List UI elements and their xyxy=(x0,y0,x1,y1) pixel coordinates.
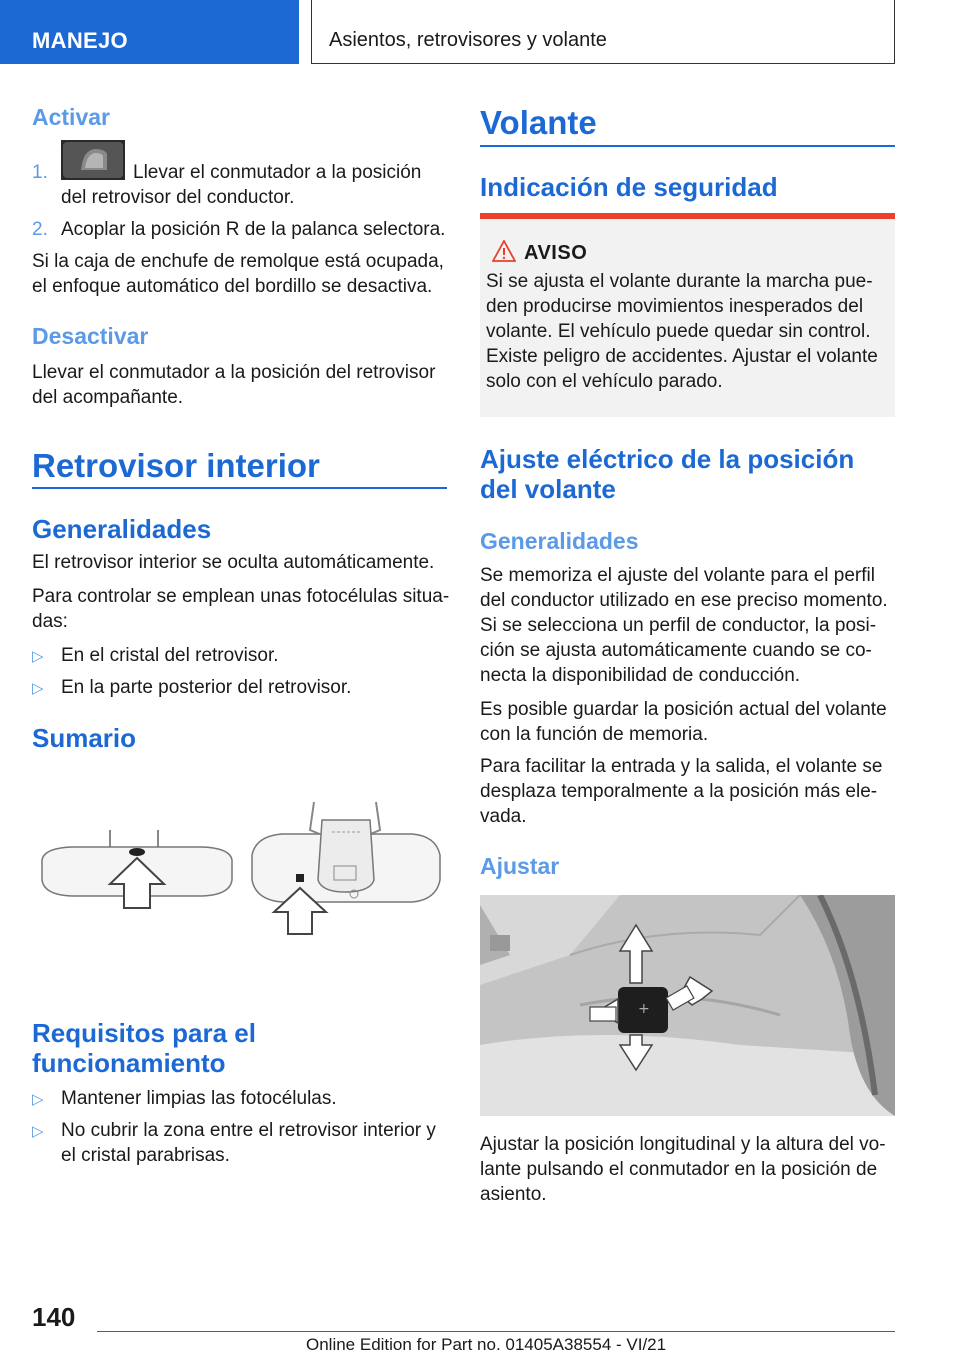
heading-requisitos-a: Requisitos para el xyxy=(32,1018,256,1048)
step-2 xyxy=(32,217,452,242)
text-line: del conductor utilizado en ese preciso momento. xyxy=(480,590,888,611)
heading-volante: Volante xyxy=(480,104,597,141)
generalidades-right-text xyxy=(480,563,900,688)
warning-text xyxy=(486,269,886,394)
text-line: lante pulsando el conmutador en la posición de xyxy=(480,1159,878,1180)
req-no-cubrir-b: el cristal parabrisas. xyxy=(61,1145,230,1166)
generalidades-text: El retrovisor interior se oculta automáticamente. xyxy=(32,552,435,573)
section-rule xyxy=(480,145,895,147)
bullet-icon: ▷ xyxy=(32,680,44,697)
heading-indicacion-seguridad: Indicación de seguridad xyxy=(480,172,778,202)
warning-label: AVISO xyxy=(524,242,588,264)
fotocelulas-text-a: Para controlar se emplean unas fotocélulas situa- xyxy=(32,586,450,607)
section-rule xyxy=(32,487,447,489)
text-line: Si se selecciona un perfil de conductor, la posi- xyxy=(480,615,877,636)
text-line: Es posible guardar la posición actual del volante xyxy=(480,699,887,720)
footer-edition: Online Edition for Part no. 01405A38554 - VI/21 xyxy=(306,1335,667,1354)
heading-generalidades-left: Generalidades xyxy=(32,514,212,544)
text-line: ción se ajusta automáticamente cuando se co- xyxy=(480,640,872,661)
step-2-number: 2. xyxy=(32,219,48,240)
fotocelulas-text-b: das: xyxy=(32,611,68,632)
heading-retrovisor-interior: Retrovisor interior xyxy=(32,447,320,484)
text-line: asiento. xyxy=(480,1184,547,1205)
text-line: Para facilitar la entrada y la salida, el volante se xyxy=(480,756,883,777)
text-line: Ajustar la posición longitudinal y la altura del vo- xyxy=(480,1134,886,1155)
warning-line: Existe peligro de accidentes. Ajustar el volante xyxy=(486,346,878,367)
mirror-switch-icon xyxy=(61,140,125,180)
svg-text:+: + xyxy=(638,1001,650,1017)
req-limpias: Mantener limpias las fotocélulas. xyxy=(61,1088,337,1109)
page-number: 140 xyxy=(32,1302,76,1332)
text-line: Se memoriza el ajuste del volante para el perfil xyxy=(480,565,875,586)
text-line: necta la disponibilidad de conducción. xyxy=(480,665,801,686)
warning-line: solo con el vehículo parado. xyxy=(486,371,723,392)
heading-ajustar: Ajustar xyxy=(480,853,560,879)
bullet-icon: ▷ xyxy=(32,648,44,665)
mirror-diagram xyxy=(32,800,448,940)
warning-line: volante. El vehículo puede quedar sin control. xyxy=(486,321,871,342)
footer-rule xyxy=(97,1331,895,1332)
bullet-icon: ▷ xyxy=(32,1091,44,1108)
heading-ajuste-electrico-b: del volante xyxy=(480,474,616,504)
heading-requisitos-b: funcionamiento xyxy=(32,1048,226,1078)
warning-box xyxy=(480,213,895,417)
bullet-posterior: En la parte posterior del retrovisor. xyxy=(61,677,352,698)
bullet-icon: ▷ xyxy=(32,1123,44,1140)
steering-adjust-photo xyxy=(480,895,895,1116)
section-label: MANEJO xyxy=(32,28,128,53)
desactivar-text-b: del acompañante. xyxy=(32,387,184,408)
desactivar-text-a: Llevar el conmutador a la posición del retrovisor xyxy=(32,362,436,383)
heading-generalidades-right: Generalidades xyxy=(480,528,639,554)
facilitar-text xyxy=(480,754,900,829)
section-tab xyxy=(0,0,299,64)
text-line: con la función de memoria. xyxy=(480,724,709,745)
heading-ajuste-electrico-a: Ajuste eléctrico de la posición xyxy=(480,444,855,474)
ajustar-caption xyxy=(480,1132,900,1207)
step-1-text-b: del retrovisor del conductor. xyxy=(61,187,295,208)
warning-icon xyxy=(492,240,516,267)
activar-note-b: el enfoque automático del bordillo se desactiva. xyxy=(32,276,433,297)
text-line: vada. xyxy=(480,806,527,827)
step-1-number: 1. xyxy=(32,162,48,183)
warning-line: den producirse movimientos inesperados del xyxy=(486,296,864,317)
text-line: desplaza temporalmente a la posición más ele- xyxy=(480,781,878,802)
bullet-cristal: En el cristal del retrovisor. xyxy=(61,645,279,666)
chapter-tab xyxy=(311,0,895,64)
heading-sumario: Sumario xyxy=(32,723,137,753)
step-2-text: Acoplar la posición R de la palanca selectora. xyxy=(61,219,446,240)
heading-activar: Activar xyxy=(32,104,110,130)
step-1-text-a: Llevar el conmutador a la posición xyxy=(133,162,422,183)
req-no-cubrir-a: No cubrir la zona entre el retrovisor interior y xyxy=(61,1120,436,1141)
warning-line: Si se ajusta el volante durante la marcha pue- xyxy=(486,271,873,292)
heading-desactivar: Desactivar xyxy=(32,323,149,349)
chapter-label: Asientos, retrovisores y volante xyxy=(329,29,607,51)
memoria-text xyxy=(480,697,900,747)
activar-note-a: Si la caja de enchufe de remolque está ocupada, xyxy=(32,251,444,272)
